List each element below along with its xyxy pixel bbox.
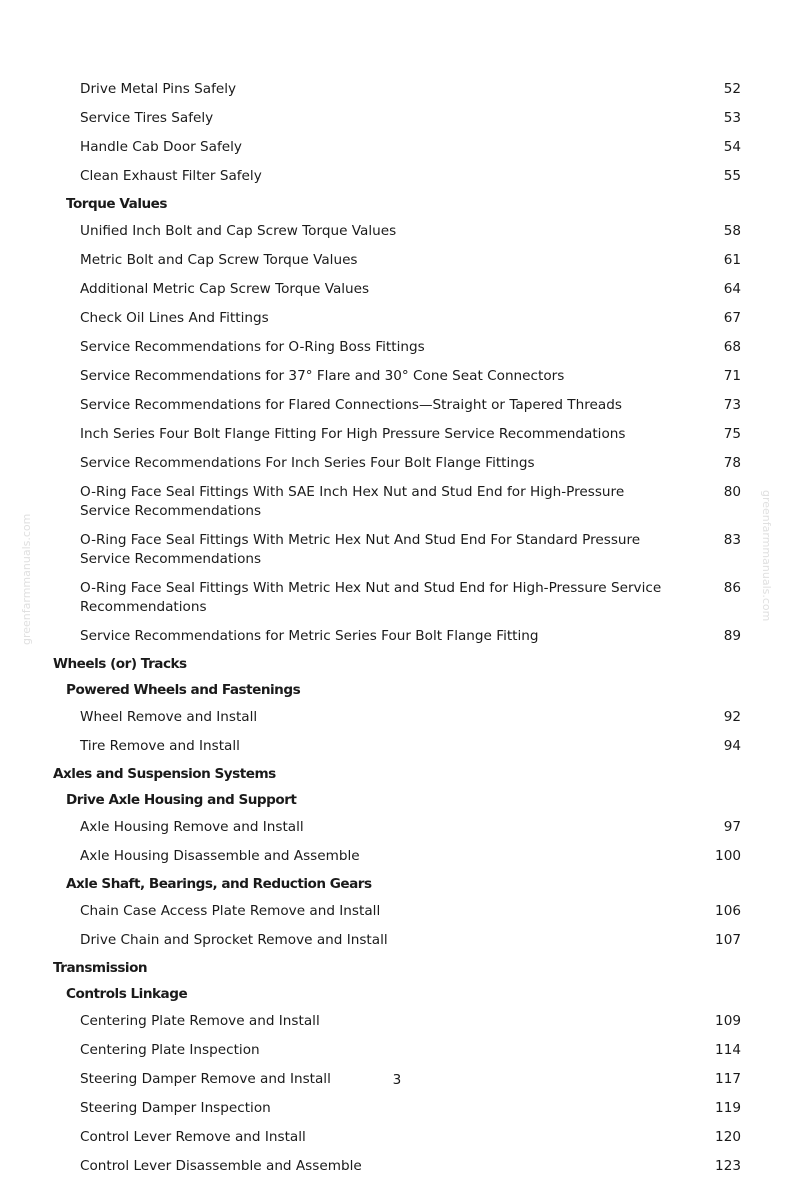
toc-entry[interactable]	[0, 391, 794, 420]
toc-entry-title: Service Recommendations for Flared Connections—Straight or Tapered Threads	[80, 397, 622, 413]
toc-entry-title: Service Tires Safely	[80, 110, 214, 126]
toc-section-heading[interactable]	[0, 955, 794, 981]
toc-entry-title: Control Lever Disassemble and Assemble	[80, 1158, 362, 1174]
toc-entry-title: Control Lever Remove and Install	[80, 1129, 306, 1145]
toc-entry-page: 106	[715, 903, 741, 919]
toc-entry[interactable]	[0, 104, 794, 133]
toc-entry[interactable]	[0, 622, 794, 651]
toc-entry[interactable]	[0, 162, 794, 191]
toc-entry-page: 68	[723, 339, 741, 355]
toc-entry[interactable]	[0, 526, 794, 574]
toc-entry-page: 52	[723, 81, 741, 97]
toc-entry-title: O-Ring Face Seal Fittings With Metric Hex Nut And Stud End For Standard Pressure Service Recommendations	[80, 532, 641, 567]
toc-entry-page: 92	[723, 709, 741, 725]
toc-entry-page: 86	[723, 580, 741, 596]
toc-entry[interactable]	[0, 813, 794, 842]
toc-entry[interactable]	[0, 75, 794, 104]
toc-entry-title: Additional Metric Cap Screw Torque Values	[80, 281, 370, 297]
toc-entry-page: 107	[715, 932, 741, 948]
toc-entry-title: Steering Damper Inspection	[80, 1100, 271, 1116]
toc-entry-title: Tire Remove and Install	[80, 738, 240, 754]
toc-entry[interactable]	[0, 842, 794, 871]
toc-entry-page: 75	[723, 426, 741, 442]
toc-entry-page: 61	[723, 252, 741, 268]
toc-subsection-heading[interactable]	[0, 677, 794, 703]
toc-entry[interactable]	[0, 304, 794, 333]
toc-entry-title: Drive Axle Housing and Support	[66, 792, 297, 808]
toc-entry-title: Clean Exhaust Filter Safely	[80, 168, 262, 184]
toc-entry-title: Axle Shaft, Bearings, and Reduction Gears	[66, 876, 372, 892]
toc-entry-title: Steering Damper Remove and Install	[80, 1071, 331, 1087]
toc-entry-title: Service Recommendations for Metric Series Four Bolt Flange Fitting	[80, 628, 539, 644]
toc-section-heading[interactable]	[0, 651, 794, 677]
toc-entry-title: Metric Bolt and Cap Screw Torque Values	[80, 252, 358, 268]
toc-subsection-heading[interactable]	[0, 787, 794, 813]
toc-subsection-heading[interactable]	[0, 981, 794, 1007]
toc-entry-page: 120	[715, 1129, 741, 1145]
watermark-right: greenfarmmanuals.com	[760, 490, 773, 622]
toc-entry[interactable]	[0, 217, 794, 246]
toc-entry-page: 89	[723, 628, 741, 644]
toc-entry-page: 54	[723, 139, 741, 155]
toc-entry-title: O-Ring Face Seal Fittings With SAE Inch Hex Nut and Stud End for High-Pressure Service Recommendations	[80, 484, 625, 519]
toc-entry-title: Powered Wheels and Fastenings	[66, 682, 301, 698]
toc-entry-title: Service Recommendations for 37° Flare and 30° Cone Seat Connectors	[80, 368, 565, 384]
toc-entry[interactable]	[0, 1123, 794, 1152]
toc-subsection-heading[interactable]	[0, 191, 794, 217]
toc-entry[interactable]	[0, 420, 794, 449]
toc-entry[interactable]	[0, 333, 794, 362]
toc-entry-page: 71	[723, 368, 741, 384]
toc-entry-page: 58	[723, 223, 741, 239]
toc-entry[interactable]	[0, 1094, 794, 1123]
table-of-contents	[0, 75, 794, 1181]
toc-entry[interactable]	[0, 574, 794, 622]
toc-entry-title: Service Recommendations for O-Ring Boss Fittings	[80, 339, 425, 355]
toc-entry-title: Service Recommendations For Inch Series Four Bolt Flange Fittings	[80, 455, 535, 471]
toc-entry[interactable]	[0, 133, 794, 162]
toc-entry[interactable]	[0, 362, 794, 391]
toc-entry-title: Axle Housing Remove and Install	[80, 819, 304, 835]
toc-entry-title: Check Oil Lines And Fittings	[80, 310, 269, 326]
toc-entry-title: O-Ring Face Seal Fittings With Metric Hex Nut and Stud End for High-Pressure Service Recommendations	[80, 580, 662, 615]
toc-entry[interactable]	[0, 703, 794, 732]
toc-entry-title: Transmission	[53, 960, 148, 976]
toc-entry-title: Handle Cab Door Safely	[80, 139, 242, 155]
toc-entry[interactable]	[0, 275, 794, 304]
toc-entry-title: Axle Housing Disassemble and Assemble	[80, 848, 360, 864]
toc-entry[interactable]	[0, 1152, 794, 1181]
toc-entry[interactable]	[0, 246, 794, 275]
toc-entry-page: 67	[723, 310, 741, 326]
toc-entry-page: 78	[723, 455, 741, 471]
toc-entry-page: 64	[723, 281, 741, 297]
toc-entry[interactable]	[0, 449, 794, 478]
toc-entry[interactable]	[0, 926, 794, 955]
toc-entry-title: Drive Chain and Sprocket Remove and Install	[80, 932, 388, 948]
toc-entry-page: 114	[715, 1042, 741, 1058]
toc-entry-page: 83	[723, 532, 741, 548]
toc-entry[interactable]	[0, 897, 794, 926]
toc-entry-page: 53	[723, 110, 741, 126]
toc-entry-page: 123	[715, 1158, 741, 1174]
toc-entry-page: 97	[723, 819, 741, 835]
toc-entry[interactable]	[0, 1036, 794, 1065]
toc-entry-page: 109	[715, 1013, 741, 1029]
toc-entry-title: Centering Plate Remove and Install	[80, 1013, 320, 1029]
toc-entry-page: 73	[723, 397, 741, 413]
toc-entry-title: Torque Values	[66, 196, 167, 212]
toc-entry-page: 117	[715, 1071, 741, 1087]
toc-entry-page: 80	[723, 484, 741, 500]
toc-entry-title: Unified Inch Bolt and Cap Screw Torque Values	[80, 223, 397, 239]
toc-entry-title: Drive Metal Pins Safely	[80, 81, 237, 97]
toc-entry-title: Axles and Suspension Systems	[53, 766, 276, 782]
toc-entry-page: 55	[723, 168, 741, 184]
toc-entry-title: Controls Linkage	[66, 986, 188, 1002]
toc-subsection-heading[interactable]	[0, 871, 794, 897]
toc-entry[interactable]	[0, 478, 794, 526]
toc-entry-title: Inch Series Four Bolt Flange Fitting For High Pressure Service Recommendations	[80, 426, 626, 442]
toc-entry[interactable]	[0, 732, 794, 761]
toc-entry-page: 94	[723, 738, 741, 754]
watermark-left: greenfarmmanuals.com	[20, 513, 33, 645]
page-number: 3	[392, 1072, 402, 1088]
toc-entry-page: 100	[715, 848, 741, 864]
toc-entry-title: Chain Case Access Plate Remove and Install	[80, 903, 381, 919]
toc-entry[interactable]	[0, 1007, 794, 1036]
toc-entry-page: 119	[715, 1100, 741, 1116]
toc-section-heading[interactable]	[0, 761, 794, 787]
toc-entry-title: Wheel Remove and Install	[80, 709, 258, 725]
toc-entry-title: Wheels (or) Tracks	[53, 656, 187, 672]
toc-entry-title: Centering Plate Inspection	[80, 1042, 260, 1058]
